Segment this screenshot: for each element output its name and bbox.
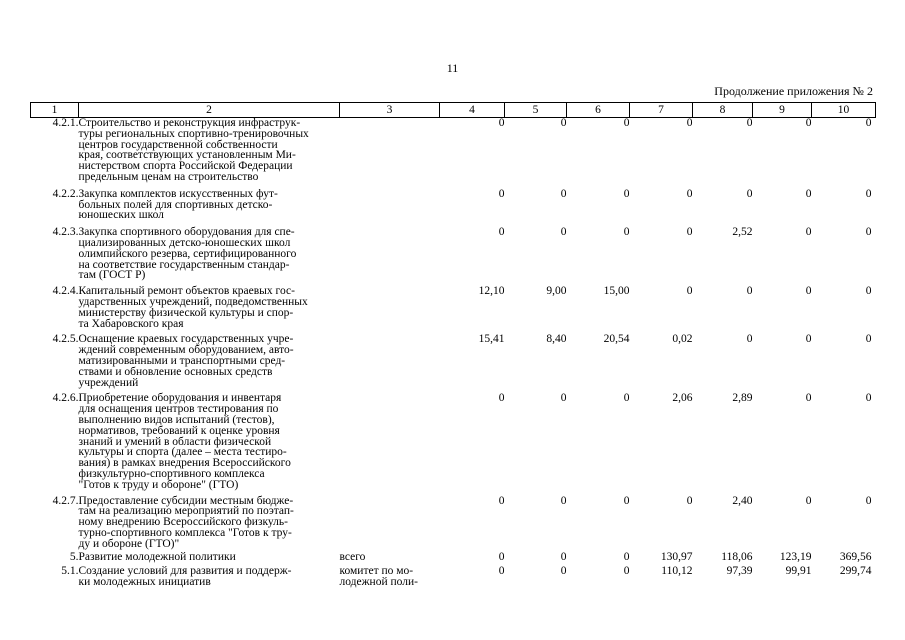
row-activity-name: Капитальный ремонт объектов краевых гос- ударственных учреждений, подведомственных министерству физической культуры и спор- та Хабаровского края bbox=[78, 285, 308, 330]
row-value: 0 bbox=[746, 117, 753, 129]
row-value: 15,00 bbox=[603, 285, 630, 298]
column-header: 9 bbox=[753, 103, 812, 118]
row-value: 0 bbox=[498, 392, 505, 405]
table-row bbox=[31, 496, 876, 553]
data-table bbox=[30, 102, 876, 591]
row-value: 0 bbox=[560, 187, 567, 200]
table-body bbox=[31, 118, 876, 591]
table-row bbox=[31, 118, 876, 189]
column-header: 10 bbox=[812, 103, 876, 118]
row-value: 12,10 bbox=[478, 285, 505, 298]
row-activity-name: Развитие молодежной политики bbox=[78, 551, 236, 564]
row-number: 4.2.1. bbox=[52, 117, 79, 129]
row-value: 130,97 bbox=[660, 551, 693, 564]
row-value: 0 bbox=[623, 551, 630, 564]
row-value: 0 bbox=[623, 494, 630, 507]
column-header: 7 bbox=[630, 103, 693, 118]
row-value: 0 bbox=[560, 392, 567, 405]
row-number: 4.2.2. bbox=[52, 187, 79, 200]
column-header: 8 bbox=[693, 103, 753, 118]
row-value: 0 bbox=[746, 333, 753, 346]
column-header: 5 bbox=[505, 103, 567, 118]
row-number: 4.2.6. bbox=[52, 392, 79, 405]
table-row bbox=[31, 566, 876, 591]
row-number: 4.2.4. bbox=[52, 285, 79, 298]
row-value: 0 bbox=[805, 226, 812, 239]
column-header: 4 bbox=[440, 103, 505, 118]
row-value: 0 bbox=[498, 494, 505, 507]
row-value: 0,02 bbox=[672, 333, 693, 346]
row-executor bbox=[340, 334, 440, 393]
row-value: 0 bbox=[623, 226, 630, 239]
row-value: 2,52 bbox=[732, 226, 753, 239]
row-value: 0 bbox=[623, 187, 630, 200]
row-activity-name: Закупка спортивного оборудования для спе- циализированных детско-юношеских школ олимпийского резерва, сертифицированного на соответствие государственным стандар- там (ГОСТ Р) bbox=[78, 226, 297, 282]
table-row bbox=[31, 189, 876, 227]
row-activity-name: Предоставление субсидии местным бюдже- там на реализацию мероприятий по поэтап- ному внедрению Всероссийского физкуль- турно-спортивного комплекса "Готов к тру- ду и обороне (ГТО)" bbox=[78, 494, 294, 550]
row-value: 0 bbox=[865, 226, 872, 239]
row-value: 8,40 bbox=[546, 333, 567, 346]
row-value: 15,41 bbox=[478, 333, 505, 346]
row-executor bbox=[340, 189, 440, 227]
row-value: 0 bbox=[865, 117, 872, 129]
row-value: 0 bbox=[805, 285, 812, 298]
row-value: 0 bbox=[498, 226, 505, 239]
row-value: 20,54 bbox=[603, 333, 630, 346]
row-activity-name: Оснащение краевых государственных учре- ждений современным оборудованием, авто- матизированными и транспортными сред- ствами и обновление основных средств учреждений bbox=[78, 333, 294, 389]
row-value: 0 bbox=[686, 285, 693, 298]
row-activity-name: Приобретение оборудования и инвентаря для оснащения центров тестирования по выполнению видов испытаний (тестов), нормативов, требований к оценке уровня знаний и умений в области физической культуры и спорта (далее – места тестиро- вания) в рамках внедрения Всероссийского физкультурно-спортивного комплекса "Готов к труду и обороне" (ГТО) bbox=[78, 392, 291, 491]
row-value: 0 bbox=[560, 565, 567, 578]
row-value: 0 bbox=[560, 551, 567, 564]
row-number: 5. bbox=[69, 551, 79, 564]
continuation-label: Продолжение приложения № 2 bbox=[714, 84, 873, 98]
row-executor: всего bbox=[339, 551, 366, 564]
row-value: 2,89 bbox=[732, 392, 753, 405]
row-value: 0 bbox=[623, 392, 630, 405]
column-header: 6 bbox=[567, 103, 630, 118]
row-value: 99,91 bbox=[785, 565, 812, 578]
row-value: 0 bbox=[560, 117, 567, 129]
row-value: 0 bbox=[746, 187, 753, 200]
column-header: 2 bbox=[79, 103, 340, 118]
row-value: 9,00 bbox=[546, 285, 567, 298]
row-value: 2,40 bbox=[732, 494, 753, 507]
row-executor bbox=[340, 118, 440, 189]
row-number: 4.2.7. bbox=[52, 494, 79, 507]
row-number: 5.1. bbox=[61, 565, 79, 578]
row-value: 97,39 bbox=[726, 565, 753, 578]
table-row bbox=[31, 552, 876, 566]
row-number: 4.2.5. bbox=[52, 333, 79, 346]
row-value: 0 bbox=[498, 565, 505, 578]
row-executor bbox=[340, 227, 440, 286]
row-value: 0 bbox=[686, 226, 693, 239]
row-value: 110,12 bbox=[661, 565, 693, 578]
row-value: 2,06 bbox=[672, 392, 693, 405]
row-executor: комитет по мо- лодежной поли- bbox=[339, 565, 418, 589]
row-value: 0 bbox=[865, 392, 872, 405]
table-row bbox=[31, 227, 876, 286]
row-value: 0 bbox=[805, 333, 812, 346]
row-activity-name: Строительство и реконструкция инфраструк- туры региональных спортивно-тренировочных центров государственной собственности края, соответствующих установленным Ми- нистерством спорта Российской Федерации предельным ценам на строительство bbox=[78, 117, 309, 183]
row-executor bbox=[340, 393, 440, 495]
row-value: 299,74 bbox=[839, 565, 872, 578]
row-value: 123,19 bbox=[779, 551, 812, 564]
row-value: 0 bbox=[865, 187, 872, 200]
row-activity-name: Закупка комплектов искусственных фут- больных полей для спортивных детско- юношеских школ bbox=[78, 187, 278, 222]
row-value: 0 bbox=[865, 285, 872, 298]
row-value: 0 bbox=[560, 494, 567, 507]
row-value: 0 bbox=[805, 117, 812, 129]
row-value: 0 bbox=[498, 117, 505, 129]
row-value: 0 bbox=[805, 494, 812, 507]
row-value: 0 bbox=[746, 285, 753, 298]
table-row bbox=[31, 286, 876, 334]
row-value: 0 bbox=[686, 117, 693, 129]
row-value: 0 bbox=[865, 333, 872, 346]
row-value: 0 bbox=[498, 551, 505, 564]
row-activity-name: Создание условий для развития и поддерж- ки молодежных инициатив bbox=[78, 565, 292, 589]
row-value: 118,06 bbox=[721, 551, 753, 564]
row-executor bbox=[340, 496, 440, 553]
table-row bbox=[31, 393, 876, 495]
row-value: 0 bbox=[623, 117, 630, 129]
row-value: 0 bbox=[686, 494, 693, 507]
column-header: 3 bbox=[340, 103, 440, 118]
row-value: 0 bbox=[560, 226, 567, 239]
row-value: 369,56 bbox=[839, 551, 872, 564]
row-number: 4.2.3. bbox=[52, 226, 79, 239]
row-executor bbox=[340, 286, 440, 334]
row-value: 0 bbox=[805, 392, 812, 405]
row-value: 0 bbox=[805, 187, 812, 200]
row-value: 0 bbox=[623, 565, 630, 578]
header-row bbox=[31, 103, 876, 118]
table-row bbox=[31, 334, 876, 393]
page-number: 11 bbox=[446, 61, 459, 75]
row-value: 0 bbox=[686, 187, 693, 200]
row-value: 0 bbox=[498, 187, 505, 200]
column-header: 1 bbox=[31, 103, 79, 118]
row-value: 0 bbox=[865, 494, 872, 507]
